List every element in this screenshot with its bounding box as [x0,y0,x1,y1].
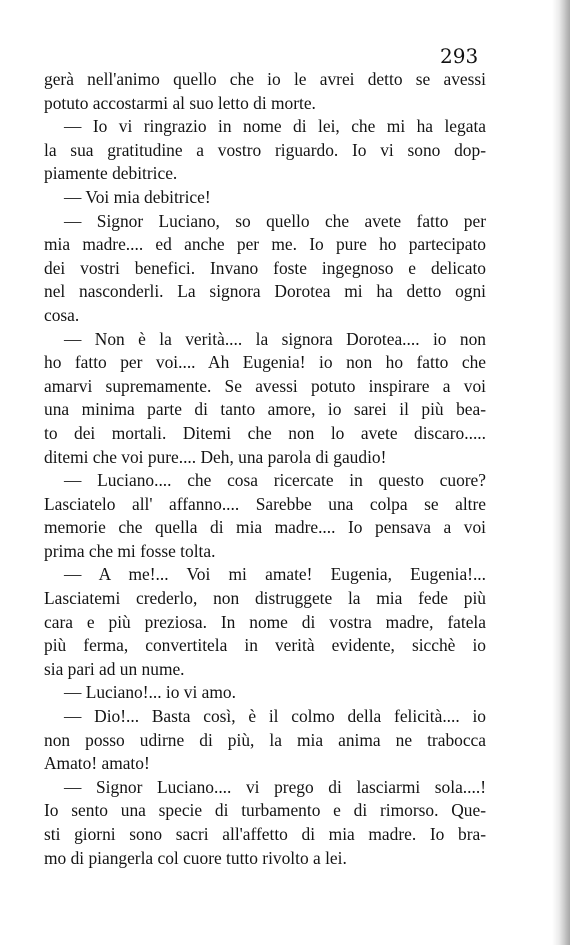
text-line: potuto accostarmi al suo letto di morte. [44,92,316,113]
text-line: mia madre.... ed anche per me. Io pure ho partecipato [44,234,486,255]
text-line: Lasciatemi crederlo, non distruggete la mia fede più [44,588,486,609]
text-line: dei vostri benefici. Invano foste ingegnoso e delicato [44,257,486,278]
text-line: memorie che quella di mia madre.... Io pensava a voi [44,517,486,538]
text-line: — Dio!... Basta così, è il colmo della felicità.... io [64,706,486,727]
text-line: ho fatto per voi.... Ah Eugenia! io non ho fatto che [44,352,486,373]
text-line: Lasciatelo all' affanno.... Sarebbe una colpa se altre [44,493,486,514]
text-line: — Signor Luciano.... vi prego di lasciarmi sola....! [64,776,486,797]
text-line: ditemi che voi pure.... Deh, una parola di gaudio! [44,446,387,467]
text-line: non posso udirne di più, la mia anima ne trabocca [44,729,486,750]
text-line: la sua gratitudine a vostro riguardo. Io vi sono dop- [44,139,486,160]
text-line: — A me!... Voi mi amate! Eugenia, Eugenia!... [64,564,486,585]
text-line: nel nasconderli. La signora Dorotea mi ha detto ogni [44,281,486,302]
text-line: — Io vi ringrazio in nome di lei, che mi ha legata [64,116,486,137]
text-line: — Signor Luciano, so quello che avete fatto per [64,210,486,231]
text-line: sia pari ad un nume. [44,658,185,679]
text-line: più ferma, convertitela in verità evidente, sicchè io [44,635,486,656]
text-line: Amato! amato! [44,753,150,774]
text-line: sti giorni sono sacri all'affetto di mia madre. Io bra- [44,824,486,844]
text-line: amarvi supremamente. Se avessi potuto inspirare a voi [44,375,486,396]
body-text [44,68,486,870]
text-line: una minima parte di tanto amore, io sarei il più bea- [44,399,486,420]
text-line: piamente debitrice. [44,163,178,184]
text-line: — Voi mia debitrice! [64,186,211,207]
text-line: cosa. [44,304,80,325]
text-line: cara e più preziosa. In nome di vostra madre, fatela [44,611,486,632]
text-line: mo di piangerla col cuore tutto rivolto a lei. [44,847,347,868]
text-line: Io sento una specie di turbamento e di rimorso. Que- [44,800,486,821]
text-line: to dei mortali. Ditemi che non lo avete discaro..... [44,422,486,443]
page-number: 293 [440,44,479,68]
text-line: — Luciano!... io vi amo. [64,682,236,703]
page-edge-shadow [552,0,570,945]
text-line: prima che mi fosse tolta. [44,540,216,561]
text-line: gerà nell'animo quello che io le avrei detto se avessi [44,69,486,89]
text-line: — Non è la verità.... la signora Dorotea.... io non [64,328,486,349]
text-line: — Luciano.... che cosa ricercate in questo cuore? [64,470,486,491]
